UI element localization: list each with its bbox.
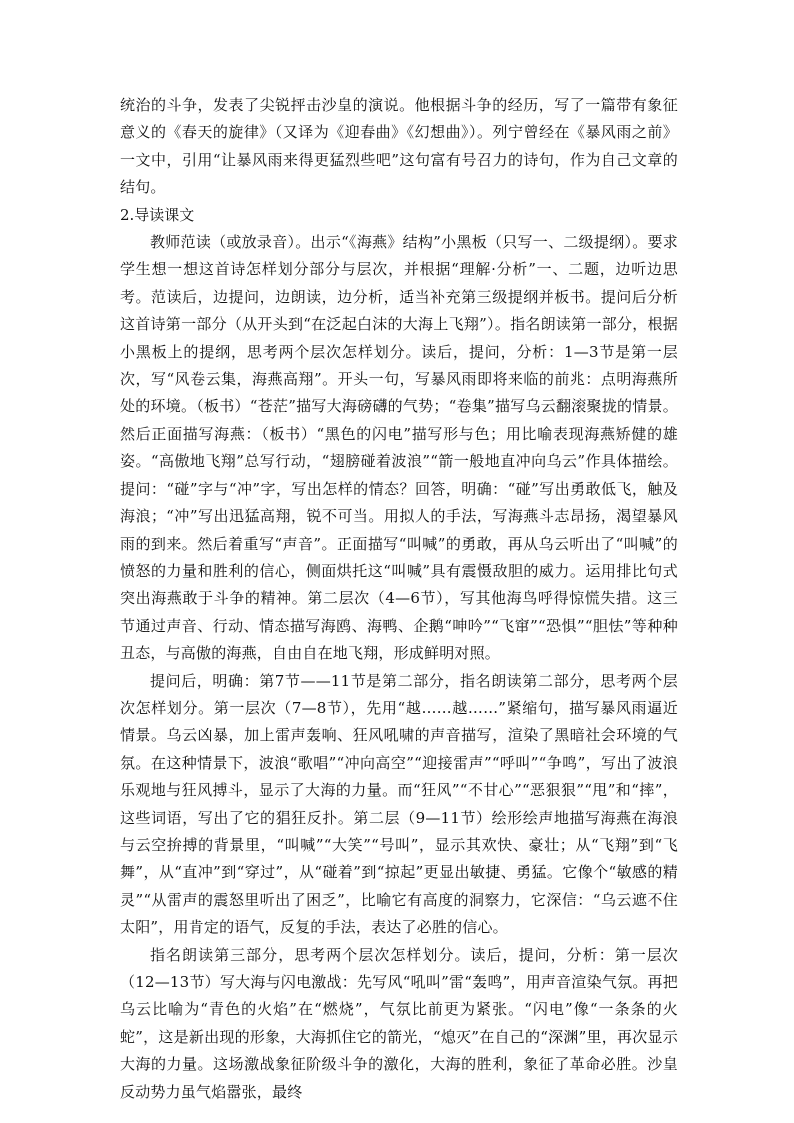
document-page — [120, 92, 678, 1106]
paragraph-part-one-analysis: 教师范读（或放录音）。出示“《海燕》结构”小黑板（只写一、二级提纲）。要求学生想一想这首诗怎样划分部分与层次，并根据“理解·分析”一、二题，边听边思考。范读后，边提问，边朗读，边分析，适当补充第三级提纲并板书。提问后分析这首诗第一部分（从开头到“在泛起白沫的大海上飞翔”）。指名朗读第一部分，根据小黑板上的提纲，思考两个层次怎样划分。读后，提问，分析：1—3节是第一层次，写“风卷云集，海燕高翔”。开头一句，写暴风雨即将来临的前兆：点明海燕所处的环境。（板书）“苍茫”描写大海磅礴的气势；“卷集”描写乌云翻滚聚拢的情景。然后正面描写海燕：（板书）“黑色的闪电”描写形与色；用比喻表现海燕矫健的雄姿。“高傲地飞翔”总写行动，“翅膀碰着波浪”“箭一般地直冲向乌云”作具体描绘。提问：“碰”字与“冲”字，写出怎样的情态？回答，明确：“碰”写出勇敢低飞，触及海浪；“冲”写出迅猛高翔，锐不可当。用拟人的手法，写海燕斗志昂扬，渴望暴风雨的到来。然后着重写“声音”。正面描写“叫喊”的勇敢，再从乌云听出了“叫喊”的愤怒的力量和胜利的信心，侧面烘托这“叫喊”具有震慑敌胆的威力。运用排比句式突出海燕敢于斗争的精神。第二层次（4—6节），写其他海鸟呼得惊慌失措。这三节通过声音、行动、情态描写海鸥、海鸭、企鹅“呻吟”“飞窜”“恐惧”“胆怯”等种种丑态，与高傲的海燕，自由自在地飞翔，形成鲜明对照。 — [120, 233, 678, 663]
paragraph-part-three-analysis: 指名朗读第三部分，思考两个层次怎样划分。读后，提问，分析：第一层次（12—13节）写大海与闪电激战：先写风“吼叫”雷“轰鸣”，用声音渲染气氛。再把乌云比喻为“青色的火焰”在“燃烧”，气氛比前更为紧张。“闪电”像“一条条的火蛇”，这是新出现的形象，大海抓住它的箭光，“熄灭”在自己的“深渊”里，再次显示大海的力量。这场激战象征阶级斗争的激化，大海的胜利，象征了革命必胜。沙皇反动势力虽气焰嚣张，最终 — [120, 945, 678, 1101]
paragraph-part-two-analysis: 提问后，明确：第7节——11节是第二部分，指名朗读第二部分，思考两个层次怎样划分。第一层次（7—8节），先用“越……越……”紧缩句，描写暴风雨逼近情景。乌云凶暴，加上雷声轰响、狂风吼啸的声音描写，渲染了黑暗社会环境的气氛。在这种情景下，波浪“歌唱”“冲向高空”“迎接雷声”“呼叫”“争鸣”，写出了波浪乐观地与狂风搏斗，显示了大海的力量。而“狂风”“不甘心”“恶狠狠”“甩”和“摔”，这些词语，写出了它的猖狂反扑。第二层（9—11节）绘形绘声地描写海燕在海浪与云空拚搏的背景里，“叫喊”“大笑”“号叫”，显示其欢快、豪壮；从“飞翔”到“飞舞”，从“直冲”到“穿过”，从“碰着”到“掠起”更显出敏捷、勇猛。它像个“敏感的精灵”“从雷声的震怒里听出了困乏”，比喻它有高度的洞察力，它深信：“乌云遮不住太阳”，用肯定的语气，反复的手法，表达了必胜的信心。 — [120, 671, 678, 937]
paragraph-intro-continuation: 统治的斗争，发表了尖锐抨击沙皇的演说。他根据斗争的经历，写了一篇带有象征意义的《春天的旋律》（又译为《迎春曲》《幻想曲》）。列宁曾经在《暴风雨之前》一文中，引用“让暴风雨来得更猛烈些吧”这句富有号召力的诗句，作为自己文章的结句。 — [120, 96, 678, 197]
section-heading: 2.导读课文 — [120, 205, 195, 224]
